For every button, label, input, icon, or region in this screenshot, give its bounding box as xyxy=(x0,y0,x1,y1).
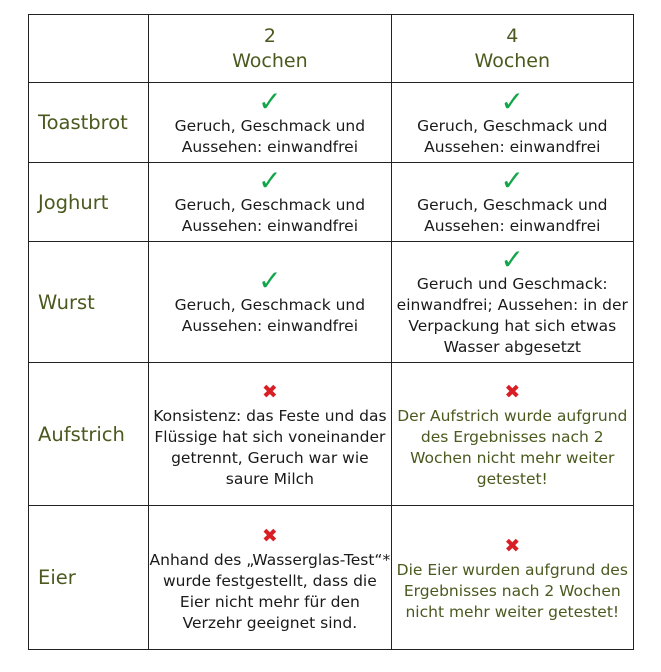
cell-aufstrich-4-weeks xyxy=(391,363,633,506)
check-icon: ✓ xyxy=(500,164,525,197)
row-label-aufstrich: Aufstrich xyxy=(29,363,149,506)
cross-icon: ✖ xyxy=(504,381,521,403)
cell-text: Konsistenz: das Feste und das Flüssige hat sich voneinander getrennt, Geruch war wie saure Milch xyxy=(153,407,387,488)
row-label-toastbrot: Toastbrot xyxy=(29,83,149,163)
cell-wurst-2-weeks xyxy=(149,242,391,363)
cell-text: Geruch, Geschmack und Aussehen: einwandfrei xyxy=(417,196,608,235)
table-row-wurst xyxy=(29,242,634,363)
header-4-weeks-unit: Wochen xyxy=(474,49,551,72)
cell-aufstrich-2-weeks xyxy=(149,363,391,506)
corner-cell xyxy=(29,15,149,83)
check-icon: ✓ xyxy=(500,84,525,118)
header-2-weeks xyxy=(149,15,391,83)
table-row-eier xyxy=(29,506,634,650)
cell-toastbrot-2-weeks xyxy=(149,83,391,163)
check-icon: ✓ xyxy=(258,164,282,197)
results-table xyxy=(28,14,634,650)
cell-joghurt-4-weeks xyxy=(391,163,633,242)
check-icon: ✓ xyxy=(258,84,282,118)
row-label-joghurt: Joghurt xyxy=(29,163,149,242)
cross-icon: ✖ xyxy=(504,535,521,557)
cell-text: Die Eier wurden aufgrund des Ergebnisses nach 2 Wochen nicht mehr weiter getestet! xyxy=(396,561,628,621)
cell-joghurt-2-weeks xyxy=(149,163,391,242)
cross-icon: ✖ xyxy=(261,524,278,547)
header-2-weeks-number: 2 xyxy=(263,24,276,47)
cell-text: Geruch, Geschmack und Aussehen: einwandfrei xyxy=(174,296,366,335)
header-4-weeks-number: 4 xyxy=(506,24,519,47)
header-4-weeks xyxy=(391,15,633,83)
header-2-weeks-unit: Wochen xyxy=(232,49,308,72)
check-icon: ✓ xyxy=(258,264,282,297)
table-row-aufstrich xyxy=(29,363,634,506)
cell-text: Geruch, Geschmack und Aussehen: einwandfrei xyxy=(417,116,608,156)
check-icon: ✓ xyxy=(500,243,525,276)
cross-icon: ✖ xyxy=(261,381,278,403)
row-label-wurst: Wurst xyxy=(29,242,149,363)
cell-text: Geruch und Geschmack: einwandfrei; Aussehen: in der Verpackung hat sich etwas Wasser abgesetzt xyxy=(396,275,628,356)
header-row xyxy=(29,15,634,83)
cell-text: Geruch, Geschmack und Aussehen: einwandfrei xyxy=(174,196,366,235)
cell-text: Geruch, Geschmack und Aussehen: einwandfrei xyxy=(174,116,366,156)
cell-wurst-4-weeks xyxy=(391,242,633,363)
table-row-joghurt xyxy=(29,163,634,242)
cell-text: Der Aufstrich wurde aufgrund des Ergebnisses nach 2 Wochen nicht mehr weiter getestet! xyxy=(397,407,628,488)
cell-text: Anhand des „Wasserglas-Test“* wurde festgestellt, dass die Eier nicht mehr für den Verzehr geeignet sind. xyxy=(149,550,391,632)
cell-eier-4-weeks xyxy=(391,506,633,650)
cell-eier-2-weeks xyxy=(149,506,391,650)
cell-toastbrot-4-weeks xyxy=(391,83,633,163)
row-label-eier: Eier xyxy=(29,506,149,650)
table-row-toastbrot xyxy=(29,83,634,163)
